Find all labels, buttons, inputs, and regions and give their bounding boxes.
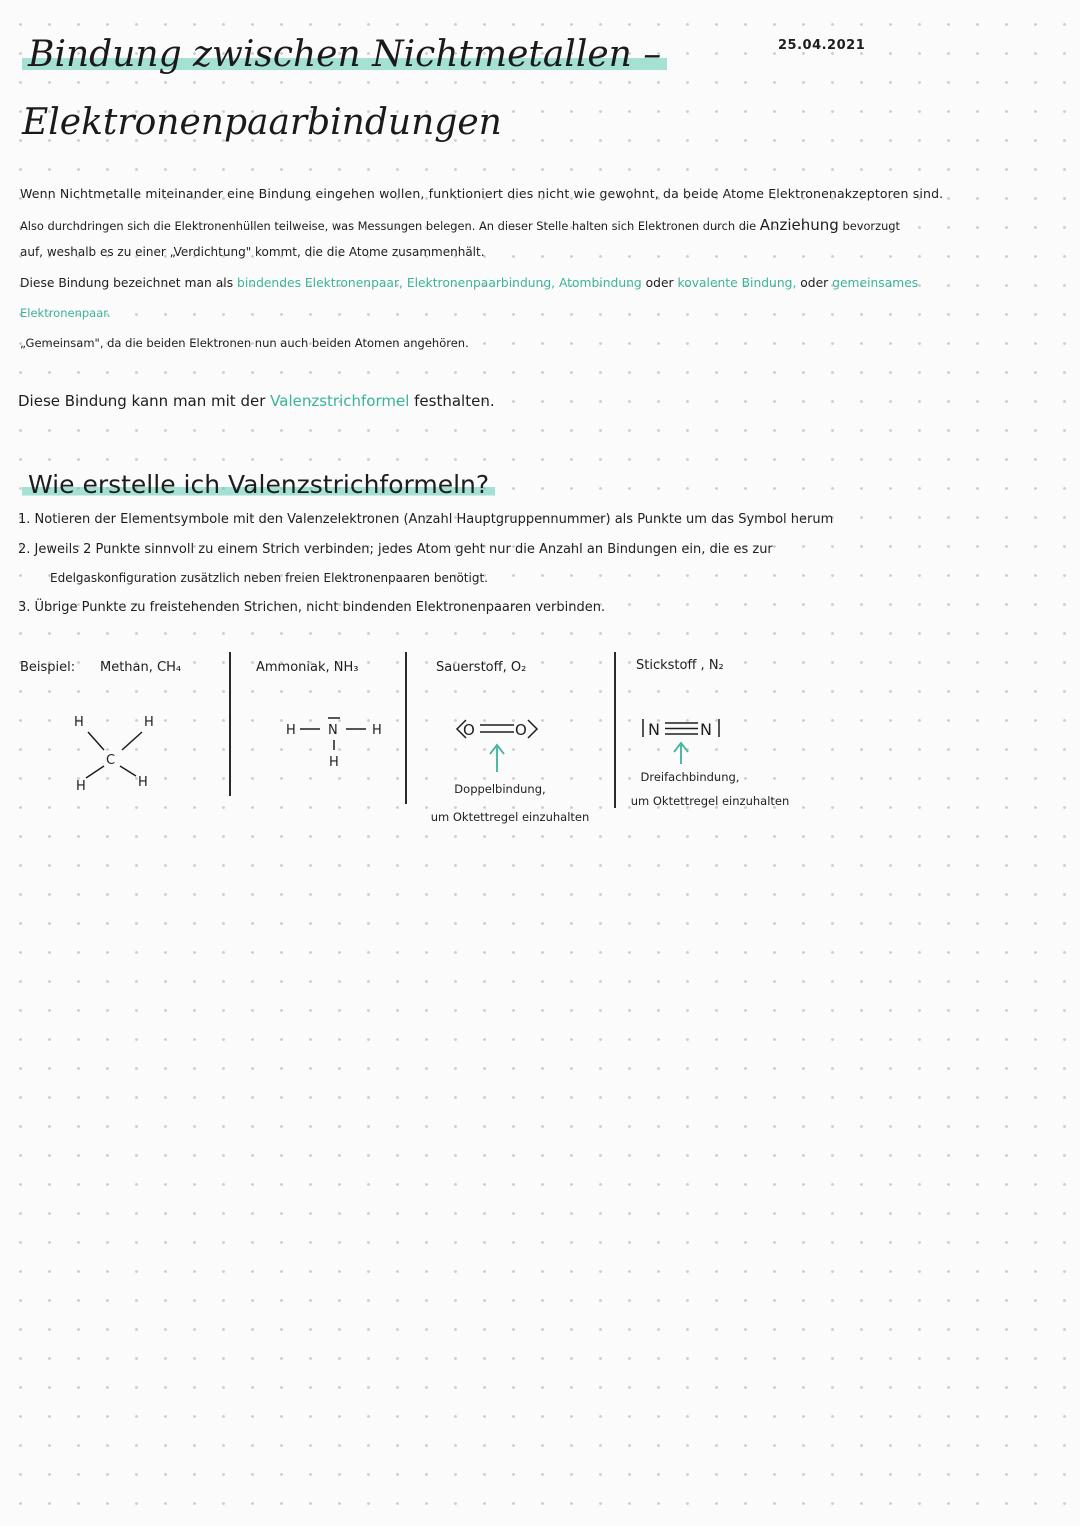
ammonia-atom-h2: H bbox=[372, 723, 382, 738]
oxygen-formula: O₂ bbox=[510, 660, 527, 675]
ammonia-atom-n: N bbox=[328, 723, 338, 738]
methane-label bbox=[100, 660, 181, 675]
methane-bond-4 bbox=[120, 766, 136, 776]
intro-line-4-prefix: Diese Bindung bezeichnet man als bbox=[20, 276, 234, 290]
ammonia-atom-h1: H bbox=[286, 723, 296, 738]
word-oder-1: oder bbox=[645, 276, 674, 290]
term-bindendes-elektronenpaar: bindendes Elektronenpaar, bbox=[237, 276, 403, 290]
oxygen-atom-1: O bbox=[463, 721, 475, 739]
nitrogen-atom-1: N bbox=[648, 720, 660, 739]
intro-line-2 bbox=[20, 218, 900, 233]
step-2b: Edelgaskonfiguration zusätzlich neben freien Elektronenpaaren benötigt. bbox=[50, 571, 488, 585]
intro-line-7-prefix: Diese Bindung kann man mit der bbox=[18, 392, 266, 410]
ammonia-atom-h3: H bbox=[329, 755, 339, 770]
term-elektronenpaar: Elektronenpaar. bbox=[20, 306, 111, 320]
intro-line-4 bbox=[20, 277, 918, 289]
methane-atom-h2: H bbox=[144, 715, 154, 730]
intro-line-6: „Gemeinsam", da die beiden Elektronen nun auch beiden Atomen angehören. bbox=[20, 336, 469, 350]
methane-structure bbox=[74, 715, 154, 794]
nitrogen-formula: N₂ bbox=[708, 658, 724, 673]
example-label: Beispiel: bbox=[20, 660, 76, 675]
nitrogen-note-1: Dreifachbindung, bbox=[640, 770, 740, 784]
methane-bond-3 bbox=[86, 766, 104, 778]
intro-word-bevorzugt: bevorzugt bbox=[842, 219, 900, 233]
section-heading bbox=[22, 470, 495, 499]
term-gemeinsames: gemeinsames bbox=[832, 276, 919, 290]
term-elektronenpaarbindung: Elektronenpaarbindung, bbox=[406, 276, 556, 290]
step-1: 1. Notieren der Elementsymbole mit den Valenzelektronen (Anzahl Hauptgruppennummer) als Punkte um das Symbol herum bbox=[18, 512, 834, 527]
word-oder-2: oder bbox=[800, 276, 829, 290]
intro-line-7-suffix: festhalten. bbox=[414, 392, 495, 410]
nitrogen-label bbox=[636, 658, 724, 673]
methane-name: Methan, bbox=[100, 660, 153, 675]
title-text-2: Elektronenpaarbindungen bbox=[22, 102, 502, 143]
intro-line-3: auf, weshalb es zu einer „Verdichtung" kommt, die die Atome zusammenhält. bbox=[20, 245, 485, 259]
oxygen-note-2: um Oktettregel einzuhalten bbox=[430, 810, 590, 824]
methane-bond-1 bbox=[88, 732, 104, 750]
nitrogen-name: Stickstoff , bbox=[636, 658, 705, 673]
ammonia-formula: NH₃ bbox=[333, 660, 359, 675]
term-atombindung: Atombindung bbox=[558, 276, 642, 290]
title-text-1: Bindung zwischen Nichtmetallen – bbox=[22, 34, 667, 75]
intro-line-2-text: Also durchdringen sich die Elektronenhüllen teilweise, was Messungen belegen. An dieser Stelle halten sich Elektronen durch die bbox=[20, 219, 757, 233]
nitrogen-structure bbox=[643, 719, 719, 764]
methane-atom-h1: H bbox=[74, 715, 84, 730]
methane-atom-h4: H bbox=[138, 775, 148, 790]
methane-formula: CH₄ bbox=[157, 660, 182, 675]
oxygen-label bbox=[436, 660, 526, 675]
ammonia-structure bbox=[286, 718, 382, 770]
ammonia-label bbox=[256, 660, 359, 675]
step-2a: 2. Jeweils 2 Punkte sinnvoll zu einem Strich verbinden; jedes Atom geht nur die Anzahl an Bindungen ein, die es zur bbox=[18, 542, 773, 557]
oxygen-name: Sauerstoff, bbox=[436, 660, 507, 675]
date: 25.04.2021 bbox=[778, 38, 866, 53]
methane-atom-h3: H bbox=[76, 779, 86, 794]
oxygen-atom-2: O bbox=[515, 721, 527, 739]
term-valenzstrichformel: Valenzstrichformel bbox=[270, 392, 410, 410]
intro-line-7 bbox=[18, 394, 495, 409]
methane-atom-c: C bbox=[106, 753, 116, 768]
section-heading-text: Wie erstelle ich Valenzstrichformeln? bbox=[22, 470, 495, 499]
oxygen-lone-pair-right bbox=[528, 720, 537, 738]
intro-line-1: Wenn Nichtmetalle miteinander eine Bindung eingehen wollen, funktioniert dies nicht wie gewohnt, da beide Atome Elektronenakzeptoren sind. bbox=[20, 186, 944, 201]
oxygen-structure bbox=[457, 720, 537, 772]
step-3: 3. Übrige Punkte zu freistehenden Strichen, nicht bindenden Elektronenpaaren verbinden. bbox=[18, 600, 606, 615]
ammonia-name: Ammoniak, bbox=[256, 660, 330, 675]
nitrogen-note-2: um Oktettregel einzuhalten bbox=[630, 794, 790, 808]
nitrogen-atom-2: N bbox=[700, 720, 712, 739]
oxygen-note-1: Doppelbindung, bbox=[454, 782, 546, 796]
intro-word-anziehung: Anziehung bbox=[759, 216, 839, 234]
page-title-line2 bbox=[22, 102, 502, 143]
page-title-line1 bbox=[22, 34, 667, 75]
term-kovalente-bindung: kovalente Bindung, bbox=[677, 276, 797, 290]
methane-bond-2 bbox=[122, 732, 142, 750]
